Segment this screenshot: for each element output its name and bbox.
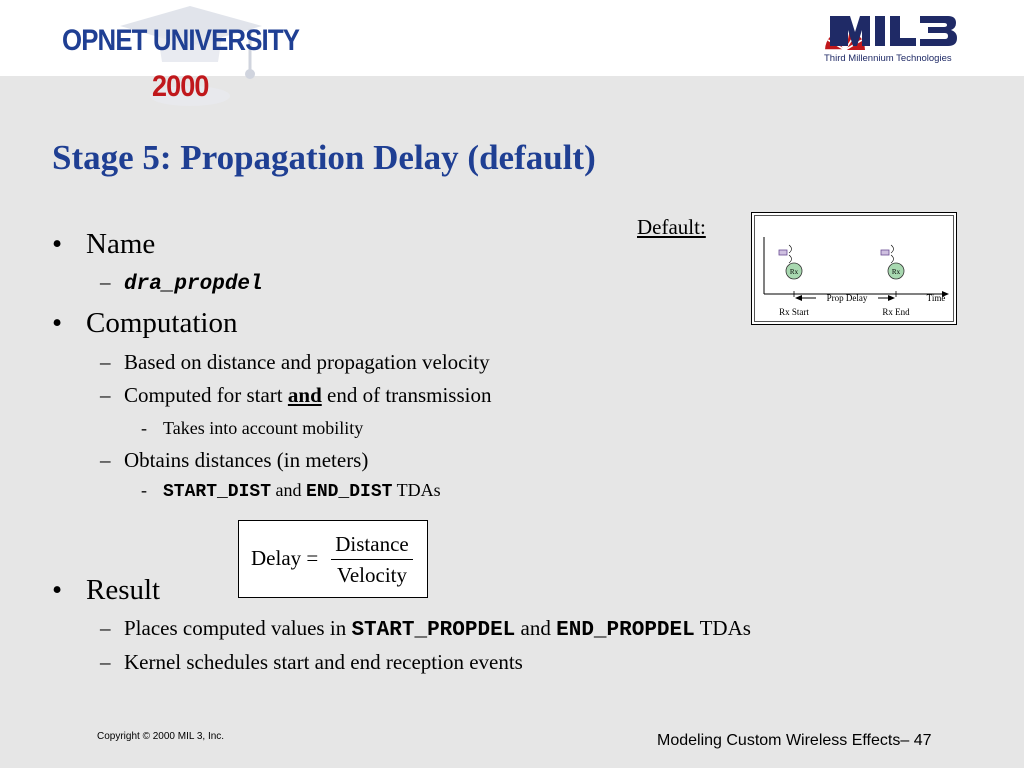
bullet-dot: • (52, 307, 63, 339)
dash: – (100, 616, 111, 640)
time-label: Time (926, 293, 946, 303)
bullet-dot: • (52, 574, 63, 606)
dash: - (141, 418, 147, 438)
dash: - (141, 480, 147, 500)
rx-start-label: Rx Start (779, 307, 809, 317)
bullet-result-1: – Places computed values in START_PROPDEL and END_PROPDEL TDAs (100, 616, 751, 642)
rx-node-label: Rx (789, 268, 799, 276)
dash: – (100, 650, 111, 674)
bullet-name: • Name (52, 228, 156, 260)
rx-node-label: Rx (891, 268, 901, 276)
delay-formula (238, 520, 428, 598)
bullet-comp-1: – Based on distance and propagation velocity (100, 350, 490, 374)
bullet-result-2: – Kernel schedules start and end reception events (100, 650, 523, 674)
course-footer: Modeling Custom Wireless Effects– 47 (657, 732, 932, 749)
dash: – (100, 350, 111, 374)
bullet-name-value: – dra_propdel (100, 270, 263, 296)
bullet-tdas: - START_DIST and END_DIST TDAs (141, 480, 441, 502)
formula-numerator: Distance (335, 532, 409, 556)
company-tagline: Third Millennium Technologies (824, 53, 952, 64)
brand-year: 2000 (152, 70, 209, 103)
bullet-comp-sub-1: - Takes into account mobility (141, 418, 364, 438)
packet-icon (779, 245, 792, 263)
bullet-comp-3: – Obtains distances (in meters) (100, 448, 369, 472)
slide-title: Stage 5: Propagation Delay (default) (52, 138, 596, 177)
bullet-result: • Result (52, 574, 161, 606)
copyright: Copyright © 2000 MIL 3, Inc. (97, 731, 225, 742)
formula-denominator: Velocity (337, 563, 407, 587)
packet-icon (881, 245, 894, 263)
fraction-bar (331, 559, 413, 560)
dash: – (100, 383, 111, 407)
bullet-dot: • (52, 228, 63, 260)
bullet-comp-2: – Computed for start and end of transmission (100, 383, 492, 407)
formula-lhs: Delay = (251, 546, 319, 570)
brand-name: OPNET UNIVERSITY (62, 24, 300, 57)
rx-end-label: Rx End (882, 307, 910, 317)
default-label: Default: (637, 215, 706, 239)
dash: – (100, 270, 111, 294)
propagation-delay-diagram (751, 212, 957, 325)
prop-delay-label: Prop Delay (826, 293, 868, 303)
dash: – (100, 448, 111, 472)
bullet-computation: • Computation (52, 307, 238, 339)
